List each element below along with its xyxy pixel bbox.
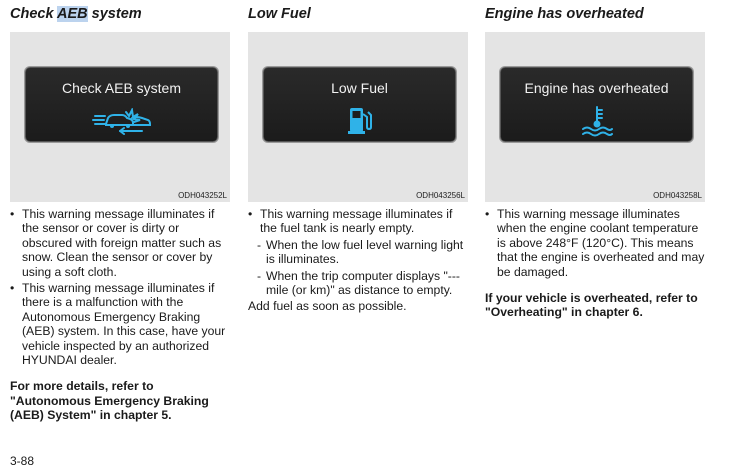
bullet-item: • This warning message illuminates if the sensor or cover is dirty or obscured with foreign matter such as snow. Clean the sensor or cover by using a soft cloth.: [10, 207, 232, 279]
cluster-display: [25, 67, 218, 142]
instruction-text: Add fuel as soon as possible.: [248, 299, 407, 314]
dash-item: - When the trip computer displays "--- mile (or km)" as distance to empty.: [248, 269, 470, 298]
bullet-item: • This warning message illuminates when the engine coolant temperature is above 248°F (120°C). This means that the engine is overheated and may be damaged.: [485, 207, 707, 279]
section-engine-overheated: [485, 0, 707, 320]
cluster-display: [500, 67, 693, 142]
illustration-panel: [485, 32, 705, 202]
image-code: ODH043252L: [178, 191, 227, 200]
image-code: ODH043256L: [416, 191, 465, 200]
section-heading: Engine has overheated: [485, 6, 644, 22]
coolant-temperature-icon: [501, 105, 692, 142]
section-heading: Low Fuel: [248, 6, 311, 22]
fuel-pump-icon: [264, 105, 455, 140]
aeb-collision-icon: [26, 108, 217, 141]
section-low-fuel: [248, 0, 470, 314]
illustration-panel: [10, 32, 230, 202]
section-check-aeb: [10, 0, 232, 423]
display-message: Engine has overheated: [524, 80, 669, 96]
highlighted-word: AEB: [57, 6, 88, 22]
display-message: Low Fuel: [331, 80, 388, 96]
heading-text: system: [87, 6, 142, 22]
reference-note: For more details, refer to "Autonomous Emergency Braking (AEB) System" in chapter 5.: [10, 379, 209, 423]
heading-text: Check: [10, 6, 58, 22]
cluster-display: [263, 67, 456, 142]
dash-item: - When the low fuel level warning light is illuminates.: [248, 238, 470, 267]
reference-note: If your vehicle is overheated, refer to "Overheating" in chapter 6.: [485, 291, 698, 320]
section-heading: [10, 5, 232, 23]
image-code: ODH043258L: [653, 191, 702, 200]
bullet-item: • This warning message illuminates if the fuel tank is nearly empty.: [248, 207, 470, 236]
illustration-panel: [248, 32, 468, 202]
section-body: [248, 207, 470, 314]
page-number: 3-88: [10, 454, 35, 468]
bullet-item: • This warning message illuminates if there is a malfunction with the Autonomous Emergency Braking (AEB) system. In this case, have your vehicle inspected by an authorized HYUNDAI dealer.: [10, 281, 232, 367]
section-body: [485, 207, 707, 279]
display-message: Check AEB system: [61, 80, 182, 96]
section-body: [10, 207, 232, 367]
